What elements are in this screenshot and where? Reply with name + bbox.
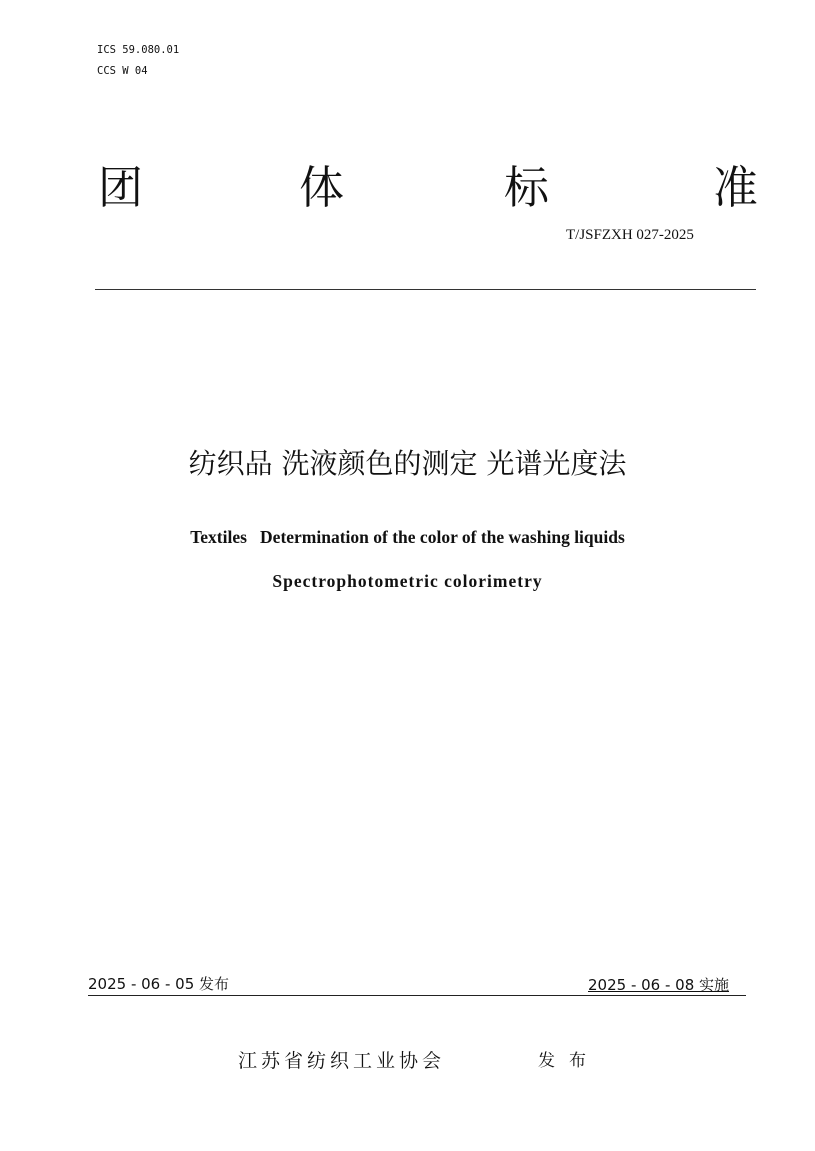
- title-chinese: 纺织品 洗液颜色的测定 光谱光度法: [188, 447, 627, 480]
- standard-type-char-1: 团: [98, 161, 144, 214]
- title-english-line2: Spectrophotometric colorimetry: [272, 571, 543, 591]
- header-divider: [95, 289, 756, 290]
- issue-action: 发布: [538, 1051, 600, 1071]
- standard-type-char-2: 体: [299, 161, 345, 214]
- ics-code: ICS 59.080.01: [97, 44, 180, 56]
- implement-date: 2025 - 06 - 08 实施: [588, 976, 730, 994]
- standard-type-char-4: 准: [713, 161, 759, 214]
- issuing-organization: 江苏省纺织工业协会: [238, 1050, 446, 1072]
- ccs-code: CCS W 04: [97, 65, 148, 77]
- standard-number: T/JSFZXH 027-2025: [566, 227, 694, 243]
- footer-divider: [88, 995, 746, 996]
- standard-type-char-3: 标: [504, 161, 550, 214]
- publish-date: 2025 - 06 - 05 发布: [88, 975, 230, 993]
- title-english-line1: Textiles Determination of the color of the washing liquids: [190, 527, 625, 547]
